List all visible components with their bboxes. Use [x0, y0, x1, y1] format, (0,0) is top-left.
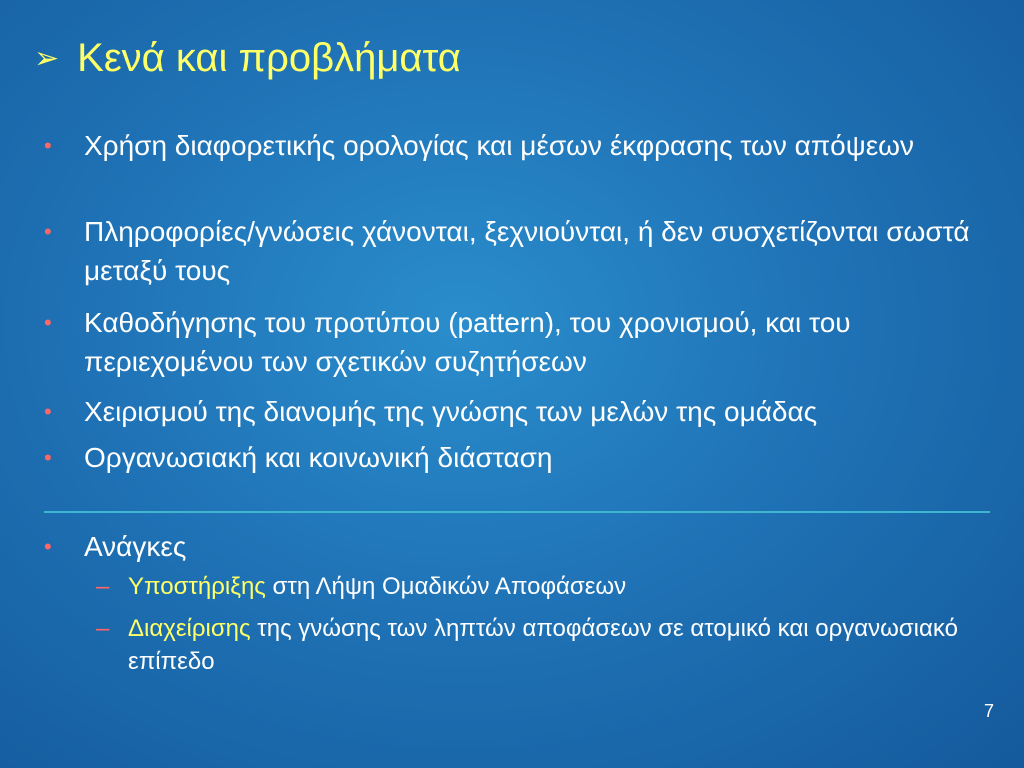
list-item-text: Χειρισμού της διανομής της γνώσης των μελών της ομάδας: [84, 396, 818, 427]
arrow-bullet-icon: ➢: [34, 41, 60, 75]
list-item: [44, 303, 989, 381]
bullet-icon: •: [44, 310, 52, 335]
bullet-icon: •: [44, 534, 52, 559]
sub-item-text: της γνώσης των ληπτών αποφάσεων σε ατομικό και οργανωσιακό επίπεδο: [128, 615, 958, 675]
highlight-text: Υποστήριξης: [128, 573, 266, 600]
bullet-icon: •: [44, 399, 52, 424]
list-item: [44, 438, 989, 477]
highlight-text: Διαχείρισης: [128, 615, 251, 642]
dash-icon: –: [96, 573, 110, 600]
sub-item-text: στη Λήψη Ομαδικών Αποφάσεων: [265, 573, 627, 600]
bullet-icon: •: [44, 219, 52, 244]
list-item-text: Οργανωσιακή και κοινωνική διάσταση: [84, 442, 553, 473]
slide-title-text: Κενά και προβλήματα: [77, 36, 461, 80]
section-divider: [44, 511, 990, 513]
sub-list-item: [96, 612, 988, 678]
needs-label: Ανάγκες: [84, 531, 187, 562]
list-item: [44, 392, 989, 431]
bullet-icon: •: [44, 133, 52, 158]
list-item: [44, 126, 989, 165]
needs-heading: [44, 527, 989, 566]
list-item-text: Χρήση διαφορετικής ορολογίας και μέσων έκφρασης των απόψεων: [84, 130, 915, 161]
list-item: [44, 212, 989, 290]
list-item-text: Καθοδήγησης του προτύπου (pattern), του χρονισμού, και του περιεχομένου των σχετικών συζητήσεων: [84, 307, 851, 377]
page-number: 7: [983, 701, 994, 721]
slide-title: [34, 36, 461, 81]
dash-icon: –: [96, 615, 110, 642]
list-item-text: Πληροφορίες/γνώσεις χάνονται, ξεχνιούνται, ή δεν συσχετίζονται σωστά μεταξύ τους: [84, 216, 970, 286]
sub-list-item: [96, 570, 988, 603]
bullet-icon: •: [44, 445, 52, 470]
